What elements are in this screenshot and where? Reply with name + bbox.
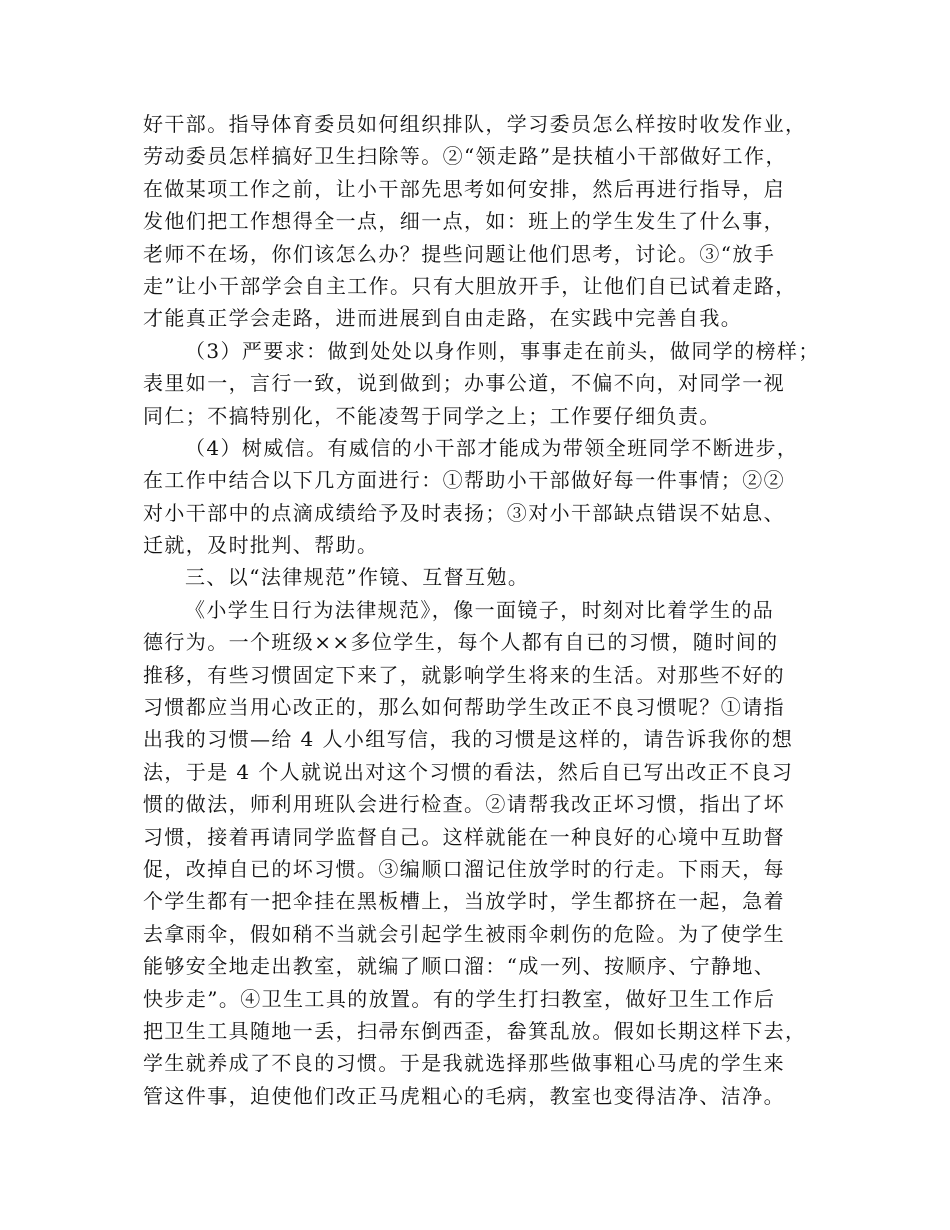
text-line: （4）树威信。有威信的小干部才能成为带领全班同学不断进步， xyxy=(185,435,799,460)
text-line: 走”让小干部学会自主工作。只有大胆放开手，让他们自已试着走路， xyxy=(143,273,797,298)
text-line: 表里如一，言行一致，说到做到；办事公道，不偏不向，对同学一视 xyxy=(143,371,785,396)
text-line: 老师不在场，你们该怎么办？提些问题让他们思考，讨论。③“放手 xyxy=(143,241,776,266)
text-line: 习惯都应当用心改正的，那么如何帮助学生改正不良习惯呢？①请指 xyxy=(143,695,785,720)
text-line: 学生就养成了不良的习惯。于是我就选择那些做事粗心马虎的学生来 xyxy=(143,1051,785,1076)
text-line: （3）严要求：做到处处以身作则，事事走在前头，做同学的榜样； xyxy=(185,338,820,363)
text-line: 去拿雨伞，假如稍不当就会引起学生被雨伞刺伤的危险。为了使学生 xyxy=(143,921,785,946)
text-line: 在做某项工作之前，让小干部先思考如何安排，然后再进行指导，启 xyxy=(143,176,785,201)
text-line: 同仁；不搞特别化，不能凌驾于同学之上；工作要仔细负责。 xyxy=(143,403,721,428)
text-line: 推移，有些习惯固定下来了，就影响学生将来的生活。对那些不好的 xyxy=(143,662,785,687)
text-line: 劳动委员怎样搞好卫生扫除等。②“领走路”是扶植小干部做好工作， xyxy=(143,144,787,169)
text-line: 德行为。一个班级××多位学生，每个人都有自已的习惯，随时间的 xyxy=(143,630,779,655)
text-line: 能够安全地走出教室，就编了顺口溜：“成一列、按顺序、宁静地、 xyxy=(143,954,776,979)
text-line: 法，于是 4 个人就说出对这个习惯的看法，然后自已写出改正不良习 xyxy=(143,759,794,784)
text-line: 惯的做法，师利用班队会进行检查。②请帮我改正坏习惯，指出了坏 xyxy=(143,792,785,817)
text-line: 好干部。指导体育委员如何组织排队，学习委员怎么样按时收发作业， xyxy=(143,112,807,136)
text-line: 促，改掉自已的坏习惯。③编顺口溜记住放学时的行走。下雨天，每 xyxy=(143,856,785,881)
text-line: 迁就，及时批判、帮助。 xyxy=(143,533,379,558)
text-line: 才能真正学会走路，进而进展到自由走路，在实践中完善自我。 xyxy=(143,306,743,331)
text-line: 《小学生日行为法律规范》，像一面镜子，时刻对比着学生的品 xyxy=(185,597,775,622)
text-line: 把卫生工具随地一丢，扫帚东倒西歪，畚箕乱放。假如长期这样下去， xyxy=(143,1018,807,1043)
text-line: 个学生都有一把伞挂在黑板槽上，当放学时，学生都挤在一起，急着 xyxy=(143,889,785,914)
text-line: 出我的习惯—给 4 人小组写信，我的习惯是这样的，请告诉我你的想 xyxy=(143,727,794,752)
text-line: 在工作中结合以下几方面进行：①帮助小干部做好每一件事情；②② xyxy=(143,468,785,493)
text-line: 发他们把工作想得全一点，细一点，如：班上的学生发生了什么事， xyxy=(143,209,785,234)
text-line: 管这件事，迫使他们改正马虎粗心的毛病，教室也变得洁净、洁净。 xyxy=(143,1083,785,1108)
text-line: 快步走”。④卫生工具的放置。有的学生打扫教室，做好卫生工作后 xyxy=(143,986,776,1011)
text-line: 对小干部中的点滴成绩给予及时表扬；③对小干部缺点错误不姑息、 xyxy=(143,500,785,525)
text-line: 习惯，接着再请同学监督自己。这样就能在一种良好的心境中互助督 xyxy=(143,824,785,849)
document-body xyxy=(143,108,820,1112)
text-line: 三、以“法律规范”作镜、互督互勉。 xyxy=(185,565,530,590)
